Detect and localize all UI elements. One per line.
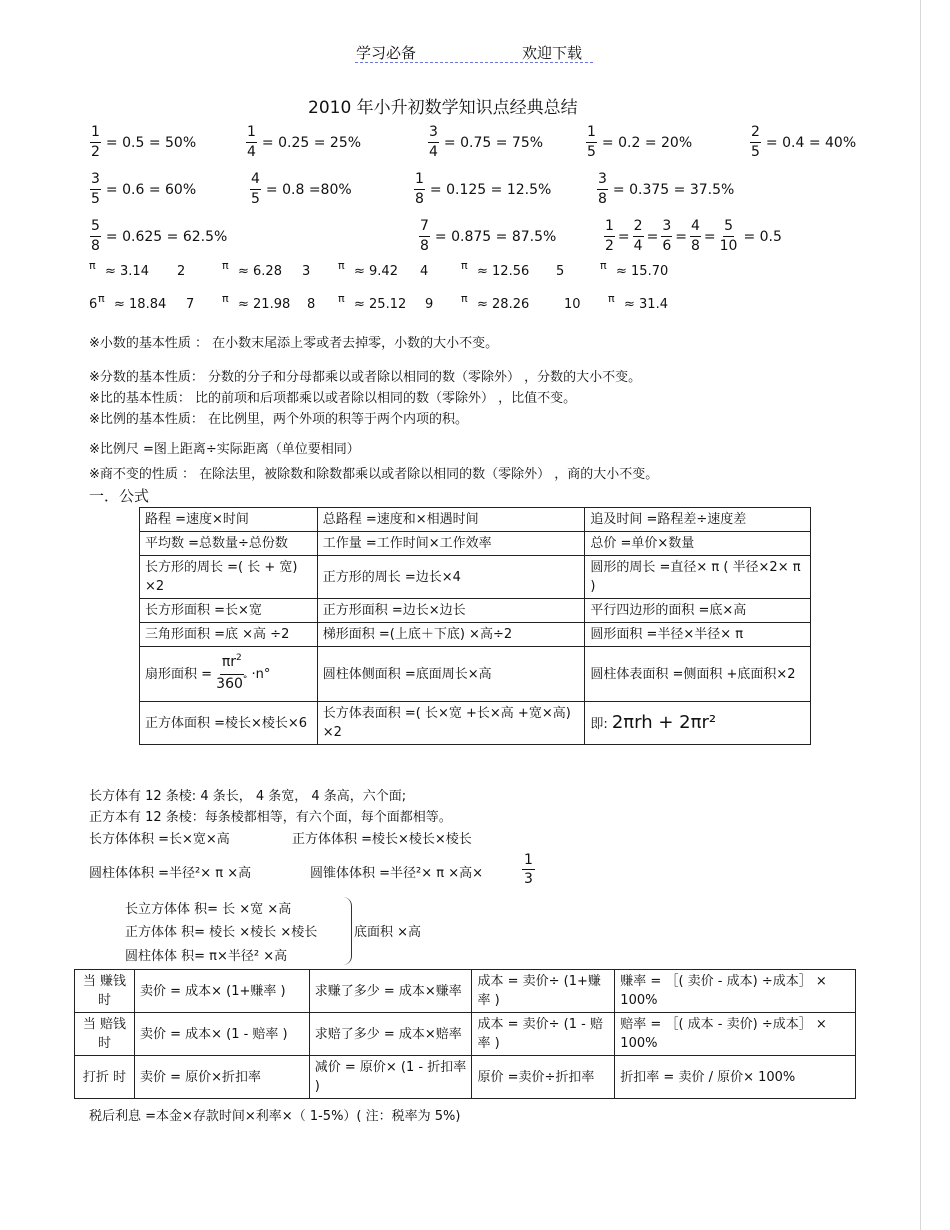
pi-value: ≈ 3.14 <box>105 264 149 279</box>
fraction-equation <box>90 217 227 256</box>
fraction-value: = 0.6 = 60% <box>105 181 197 198</box>
table-row <box>140 508 811 532</box>
denominator: 8 <box>91 238 100 254</box>
equivalent-fractions <box>604 217 782 256</box>
table-cell: 圆柱体表面积 =侧面积 +底面积×2 <box>585 647 811 702</box>
denominator: 8 <box>598 191 607 207</box>
numerator: 5 <box>723 217 734 237</box>
denominator: 5 <box>251 191 260 207</box>
denominator: 8 <box>690 238 700 254</box>
sector-den-sup: ° <box>242 674 248 685</box>
fraction <box>250 170 261 209</box>
table-cell: 长方体表面积 =( 长×宽 +长×高 +宽×高) ×2 <box>317 702 585 745</box>
formula-table <box>139 507 811 745</box>
numerator: 4 <box>250 170 261 190</box>
pi-symbol: π <box>98 292 105 305</box>
property-ratio: ※比的基本性质： 比的前项和后项都乘以或者除以相同的数（零除外） ，比值不变。 <box>89 391 577 406</box>
fraction-equation <box>597 170 734 209</box>
pi-value: ≈ 21.98 <box>238 297 291 312</box>
fraction-equation <box>246 123 361 162</box>
fraction-equation <box>414 170 551 209</box>
fraction <box>690 217 701 256</box>
table-row <box>75 970 856 1013</box>
pi-value: 4 <box>420 264 429 279</box>
fraction-value: = 0.8 =80% <box>265 181 352 198</box>
denominator: 4 <box>429 144 438 160</box>
pi-value: ≈ 6.28 <box>238 264 282 279</box>
fraction-value: = 0.4 = 40% <box>765 134 857 151</box>
table-cell: 折扣率 = 卖价 / 原价× 100% <box>615 1056 856 1099</box>
fraction-value: = 0.375 = 37.5% <box>612 181 735 198</box>
pi-value: 5 <box>556 264 565 279</box>
property-quotient: ※商不变的性质 ： 在除法里，被除数和除数都乘以或者除以相同的数（零除外） ，商的大小不变。 <box>89 467 659 482</box>
denominator: 5 <box>91 191 100 207</box>
fraction <box>246 123 257 162</box>
brace-line-cube: 正方体体 积= 棱长 ×棱长 ×棱长 <box>125 925 318 940</box>
fraction-equation <box>750 123 856 162</box>
fraction <box>90 170 101 209</box>
formula-prefix: 即: <box>590 716 608 732</box>
equals-sign: = <box>675 228 687 245</box>
table-cell: 成本 = 卖价÷ (1+赚率 ) <box>472 970 615 1013</box>
denominator: 5 <box>751 144 760 160</box>
property-fraction: ※分数的基本性质： 分数的分子和分母都乘以或者除以相同的数（零除外） ，分数的大小不变。 <box>89 370 642 385</box>
table-row <box>140 623 811 647</box>
page-title: 2010 年小升初数学知识点经典总结 <box>308 98 578 118</box>
pi-value: ≈ 31.4 <box>624 297 668 312</box>
pi-value: 6 <box>89 297 98 312</box>
fraction-value: = 0.5 = 50% <box>105 134 197 151</box>
denominator: 2 <box>605 238 614 254</box>
numerator: 4 <box>690 217 701 237</box>
fraction-value: = 0.75 = 75% <box>443 134 544 151</box>
pi-value: 9 <box>425 297 434 312</box>
fraction <box>633 217 644 256</box>
brace-line-cuboid: 长立方体体 积= 长 ×宽 ×高 <box>125 902 292 917</box>
table-cell: 求赔了多少 = 成本×赔率 <box>309 1013 472 1056</box>
fraction-equation <box>428 123 543 162</box>
cone-frac-num: 1 <box>524 852 533 868</box>
brace-line-cylinder: 圆柱体体 积= π×半径² ×高 <box>125 949 288 964</box>
sector-area-tail: ·n° <box>251 666 271 682</box>
pi-value: ≈ 25.12 <box>354 297 407 312</box>
table-cell: 正方形面积 =边长×边长 <box>317 599 585 623</box>
tax-interest-line: 税后利息 =本金×存款时间×利率×（ 1-5%）( 注：税率为 5%) <box>89 1109 461 1124</box>
property-proportion: ※比例的基本性质： 在比例里，两个外项的积等于两个内项的积。 <box>89 412 469 427</box>
table-cell: 正方体面积 =棱长×棱长×6 <box>140 702 318 745</box>
property-scale: ※比例尺 =图上距离÷实际距离（单位要相同） <box>89 442 360 457</box>
profit-loss-table <box>74 969 856 1099</box>
pi-value: 2 <box>177 264 186 279</box>
fraction <box>419 217 430 256</box>
fraction <box>750 123 761 162</box>
fraction <box>428 123 439 162</box>
equals-sign: = <box>646 228 659 245</box>
table-row <box>140 556 811 599</box>
table-cell: 总价 =单价×数量 <box>585 532 811 556</box>
pi-value: ≈ 12.56 <box>477 264 530 279</box>
fraction-equation <box>419 217 556 256</box>
fraction-value: = 0.25 = 25% <box>261 134 362 151</box>
numerator: 7 <box>419 217 430 237</box>
sector-num-text: πr <box>221 653 237 670</box>
header-right: 欢迎下载 <box>522 44 583 62</box>
pi-symbol: π <box>338 259 345 272</box>
table-cell: 正方形的周长 =边长×4 <box>317 556 585 599</box>
denominator: 2 <box>91 144 100 160</box>
cone-frac-den: 3 <box>524 871 533 887</box>
pi-value: 7 <box>186 297 195 312</box>
sector-denominator <box>216 675 247 696</box>
note-cube-volume: 正方体体积 =棱长×棱长×棱长 <box>292 832 472 847</box>
fraction-value: = 0.2 = 20% <box>601 134 693 151</box>
table-row <box>140 702 811 745</box>
table-cell: 赔率 = ［( 成本 - 卖价) ÷成本］ × 100% <box>615 1013 856 1056</box>
property-decimal: ※小数的基本性质 ： 在小数末尾添上零或者去掉零，小数的大小不变。 <box>89 336 499 351</box>
note-cuboid-edges: 长方体有 12 条棱: 4 条长， 4 条宽， 4 条高，六个面; <box>89 789 407 804</box>
numerator: 3 <box>90 170 101 190</box>
table-cell: 路程 =速度×时间 <box>140 508 318 532</box>
fraction-value: = 0.5 <box>743 228 782 245</box>
sector-area-label: 扇形面积 = <box>145 666 213 682</box>
table-cell: 长方形的周长 =( 长 + 宽) ×2 <box>140 556 318 599</box>
pi-value: ≈ 18.84 <box>114 297 167 312</box>
table-cell: 卖价 = 成本× (1+赚率 ) <box>134 970 309 1013</box>
pi-value: ≈ 28.26 <box>477 297 530 312</box>
table-cell: 梯形面积 =(上底＋下底) ×高÷2 <box>317 623 585 647</box>
table-cell: 赚率 = ［( 卖价 - 成本) ÷成本］ × 100% <box>615 970 856 1013</box>
note-cone-volume: 圆锥体体积 =半径²× π ×高× <box>310 866 484 881</box>
table-cell: 原价 =卖价÷折扣率 <box>472 1056 615 1099</box>
pi-symbol: π <box>222 259 229 272</box>
cylinder-surface-formula: 2πrh + 2πr² <box>611 711 717 733</box>
table-row <box>140 647 811 702</box>
table-cell: 当 赔钱时 <box>75 1013 135 1056</box>
pi-value: 3 <box>302 264 311 279</box>
table-cell: 圆形的周长 =直径× π ( 半径×2× π ) <box>585 556 811 599</box>
brace-tail: 底面积 ×高 <box>354 925 422 940</box>
section-formulas-heading: 一．公式 <box>89 487 150 505</box>
pi-symbol: π <box>461 259 468 272</box>
table-row <box>140 532 811 556</box>
fraction-equation <box>90 170 196 209</box>
fraction-value: = 0.625 = 62.5% <box>105 228 228 245</box>
sector-area-cell <box>140 647 318 702</box>
fraction <box>586 123 597 162</box>
sector-num-sup: 2 <box>236 652 242 663</box>
header-dashed-underline <box>355 62 593 63</box>
fraction <box>414 170 425 209</box>
page-edge-line <box>920 0 921 1230</box>
pi-symbol: π <box>89 259 96 272</box>
pi-symbol: π <box>338 292 345 305</box>
denominator: 8 <box>415 191 424 207</box>
numerator: 5 <box>90 217 101 237</box>
pi-value: ≈ 9.42 <box>354 264 398 279</box>
table-cell: 打折 时 <box>75 1056 135 1099</box>
numerator: 3 <box>661 217 672 237</box>
cone-fraction <box>522 851 535 888</box>
denominator: 4 <box>633 238 643 254</box>
denominator: 8 <box>420 238 429 254</box>
table-cell: 平均数 =总数量÷总份数 <box>140 532 318 556</box>
note-cuboid-volume: 长方体体积 =长×宽×高 <box>89 832 230 847</box>
denominator: 10 <box>719 238 738 254</box>
table-row <box>75 1013 856 1056</box>
table-cell: 减价 = 原价× (1 - 折扣率 ) <box>309 1056 472 1099</box>
pi-value: ≈ 15.70 <box>616 264 669 279</box>
fraction <box>90 217 101 256</box>
pi-symbol: π <box>600 259 607 272</box>
fraction <box>597 170 608 209</box>
fraction-equation <box>250 170 352 209</box>
fraction-equation <box>90 123 196 162</box>
numerator: 3 <box>597 170 608 190</box>
pi-value: 10 <box>564 297 581 312</box>
numerator: 1 <box>90 123 101 143</box>
sector-area-fraction <box>216 653 247 696</box>
numerator: 1 <box>246 123 257 143</box>
table-cell: 追及时间 =路程差÷速度差 <box>585 508 811 532</box>
fraction <box>90 123 101 162</box>
table-cell: 卖价 = 成本× (1 - 赔率 ) <box>134 1013 309 1056</box>
numerator: 1 <box>414 170 425 190</box>
denominator: 6 <box>662 238 672 254</box>
pi-symbol: π <box>461 292 468 305</box>
numerator: 1 <box>586 123 597 143</box>
numerator: 3 <box>428 123 439 143</box>
fraction-equation <box>586 123 692 162</box>
denominator: 5 <box>587 144 596 160</box>
pi-symbol: π <box>222 292 229 305</box>
table-cell: 当 赚钱时 <box>75 970 135 1013</box>
note-cube-edges: 正方本有 12 条棱：每条棱都相等，有六个面，每个面都相等。 <box>89 810 452 825</box>
fraction-value: = 0.875 = 87.5% <box>434 228 557 245</box>
table-row <box>140 599 811 623</box>
table-cell: 三角形面积 =底 ×高 ÷2 <box>140 623 318 647</box>
sector-den-text: 360 <box>216 675 243 692</box>
numerator: 2 <box>750 123 761 143</box>
table-cell: 工作量 =工作时间×工作效率 <box>317 532 585 556</box>
header-left: 学习必备 <box>356 44 417 62</box>
table-cell: 卖价 = 原价×折扣率 <box>134 1056 309 1099</box>
fraction-value: = 0.125 = 12.5% <box>429 181 552 198</box>
table-cell: 圆柱体侧面积 =底面周长×高 <box>317 647 585 702</box>
equals-sign: = <box>617 228 630 245</box>
table-cell: 求赚了多少 = 成本×赚率 <box>309 970 472 1013</box>
equals-sign: = <box>703 228 716 245</box>
table-cell: 总路程 =速度和×相遇时间 <box>317 508 585 532</box>
cylinder-surface-formula-cell <box>585 702 811 745</box>
pi-symbol: π <box>608 292 615 305</box>
numerator: 1 <box>604 217 615 237</box>
fraction <box>661 217 672 256</box>
note-cylinder-volume: 圆柱体体积 =半径²× π ×高 <box>89 866 252 881</box>
table-row <box>75 1056 856 1099</box>
right-brace <box>343 897 352 965</box>
table-cell: 长方形面积 =长×宽 <box>140 599 318 623</box>
table-cell: 平行四边形的面积 =底×高 <box>585 599 811 623</box>
sector-numerator <box>220 653 244 675</box>
table-cell: 圆形面积 =半径×半径× π <box>585 623 811 647</box>
denominator: 4 <box>247 144 256 160</box>
fraction <box>604 217 615 256</box>
numerator: 2 <box>633 217 644 237</box>
pi-value: 8 <box>307 297 316 312</box>
table-cell: 成本 = 卖价÷ (1 - 赔率 ) <box>472 1013 615 1056</box>
fraction <box>719 217 739 256</box>
